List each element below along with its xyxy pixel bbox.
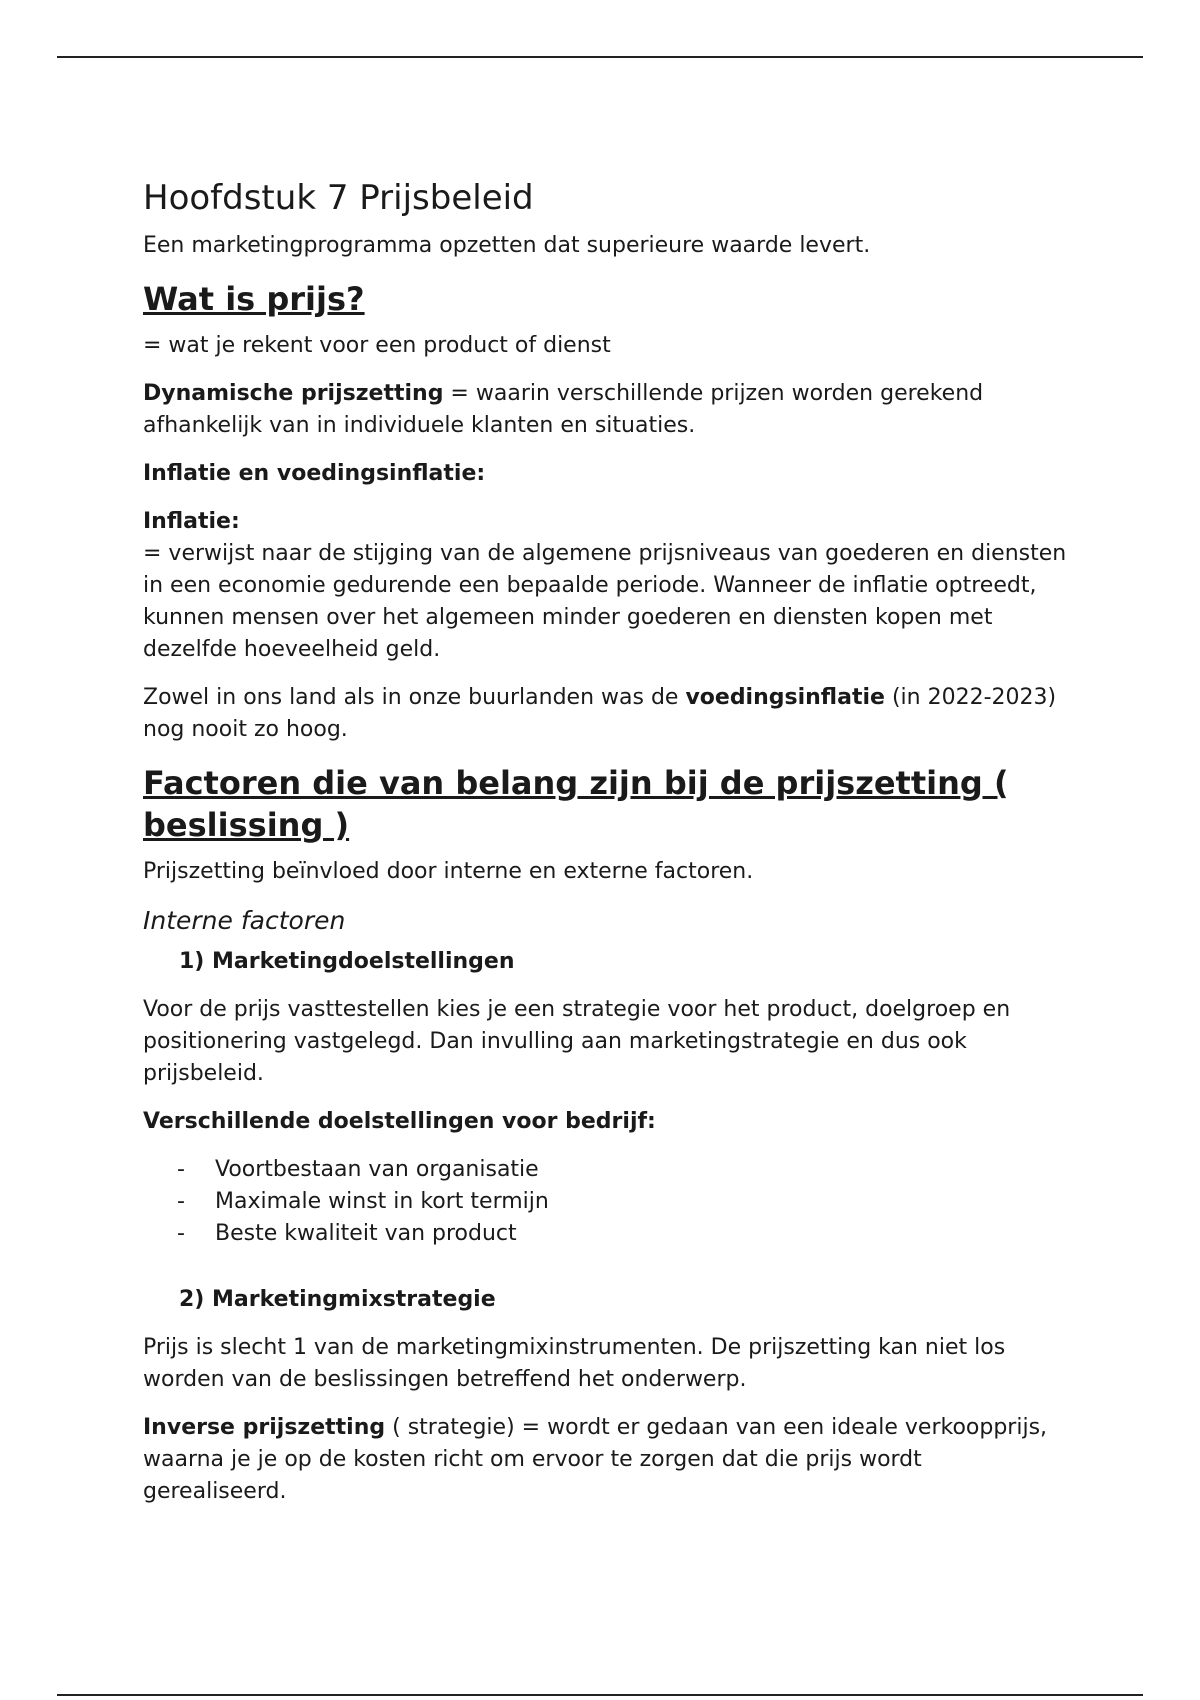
inflation-heading [143, 458, 1068, 490]
food-inflation-term: voedingsinflatie [685, 685, 885, 711]
dynamic-pricing-paragraph [143, 378, 1068, 442]
dynamic-pricing-text: = waarin verschillende prijzen worden gerekend afhankelijk van in individuele klanten en situaties. [143, 381, 984, 439]
footer-rule [57, 1694, 1143, 1696]
food-inflation-paragraph [143, 682, 1068, 746]
dynamic-pricing-term: Dynamische prijszetting [143, 381, 444, 407]
page-title: Hoofdstuk 7 Prijsbeleid [143, 178, 534, 218]
section-heading-factoren: Factoren die van belang zijn bij de prijszetting ( beslissing ) [143, 764, 1009, 845]
inverse-pricing-term: Inverse prijszetting [143, 1415, 386, 1441]
inverse-pricing-paragraph [143, 1412, 1068, 1508]
goal-text: Maximale winst in kort termijn [215, 1189, 549, 1215]
goals-list [143, 1154, 1068, 1250]
inverse-pricing-text: ( strategie) = wordt er gedaan van een ideale verkoopprijs, waarna je je op de kosten richt om ervoor te zorgen dat die prijs wordt gerealiseerd. [143, 1415, 1048, 1505]
food-inflation-before: Zowel in ons land als in onze buurlanden was de [143, 685, 686, 711]
list-item [177, 1218, 1068, 1250]
dash-bullet: - [177, 1157, 185, 1183]
item-heading-marketingmixstrategie: 2) Marketingmixstrategie [179, 1287, 496, 1313]
dash-bullet: - [177, 1221, 185, 1247]
food-inflation-after: (in 2022-2023) nog nooit zo hoog. [143, 685, 1057, 743]
inflation-label-text: Inflatie: [143, 509, 240, 535]
marketingdoelstellingen-text: Voor de prijs vasttestellen kies je een strategie voor het product, doelgroep en positionering vastgelegd. Dan invulling aan marketingstrategie en dus ook prijsbeleid. [143, 997, 1011, 1087]
goals-heading [143, 1106, 1068, 1138]
goal-text: Beste kwaliteit van product [215, 1221, 517, 1247]
price-definition: = wat je rekent voor een product of dienst [143, 333, 611, 359]
intro-paragraph: Een marketingprogramma opzetten dat superieure waarde levert. [143, 233, 871, 259]
inflation-heading-text: Inflatie en voedingsinflatie: [143, 461, 486, 487]
list-item [177, 1154, 1068, 1186]
inflation-definition: = verwijst naar de stijging van de algemene prijsniveaus van goederen en diensten in een economie gedurende een bepaalde periode. Wanneer de inflatie optreedt, kunnen mensen over het algemeen minder goederen en diensten kopen met dezelfde hoeveelheid geld. [143, 541, 1067, 663]
document-body [143, 176, 1068, 1524]
subheading-interne-factoren: Interne factoren [143, 906, 346, 936]
goal-text: Voortbestaan van organisatie [215, 1157, 539, 1183]
goals-heading-text: Verschillende doelstellingen voor bedrijf: [143, 1109, 656, 1135]
factors-intro: Prijszetting beïnvloed door interne en externe factoren. [143, 859, 754, 885]
section-heading-wat-is-prijs: Wat is prijs? [143, 280, 365, 319]
item-heading-marketingdoelstellingen: 1) Marketingdoelstellingen [179, 949, 515, 975]
inflation-label [143, 506, 1068, 538]
dash-bullet: - [177, 1189, 185, 1215]
header-rule [57, 56, 1143, 58]
list-item [177, 1186, 1068, 1218]
marketingmixstrategie-text: Prijs is slecht 1 van de marketingmixinstrumenten. De prijszetting kan niet los worden van de beslissingen betreffend het onderwerp. [143, 1335, 1006, 1393]
